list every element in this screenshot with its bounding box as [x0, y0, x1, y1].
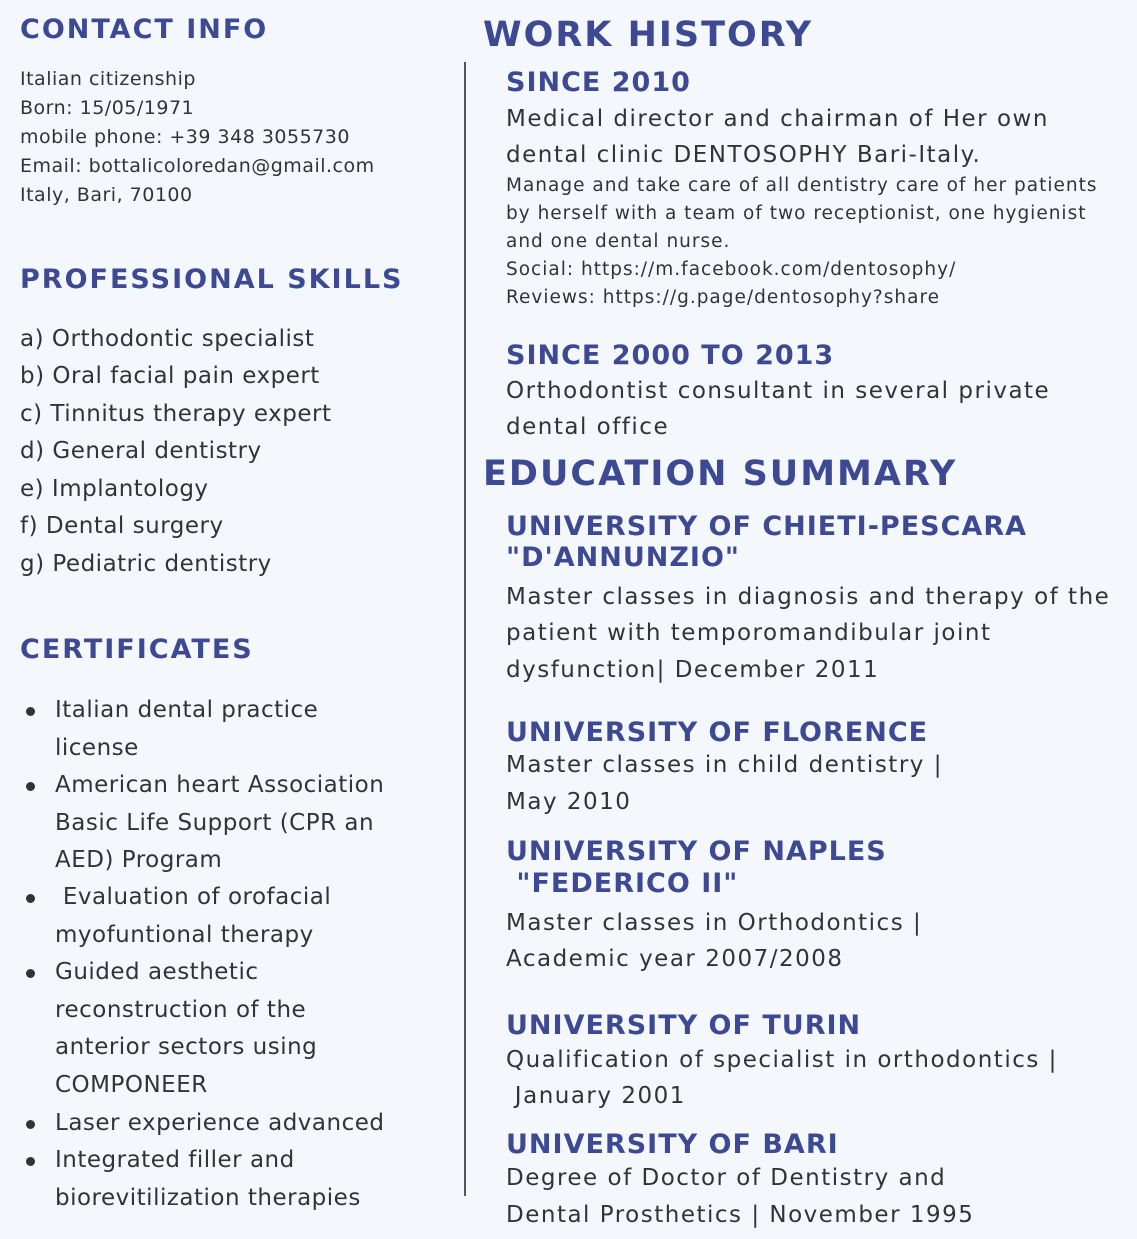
certificates-heading: CERTIFICATES [20, 634, 254, 665]
work-detail-line: and one dental nurse. [506, 231, 731, 252]
education-desc-line: Master classes in diagnosis and therapy of the [506, 584, 1111, 610]
school-name: "D'ANNUNZIO" [506, 542, 740, 573]
education-summary-heading: EDUCATION SUMMARY [483, 454, 958, 494]
professional-skills-heading: PROFESSIONAL SKILLS [20, 264, 404, 295]
mobile-phone-text: mobile phone: +39 348 3055730 [20, 126, 350, 148]
work-detail-line: by herself with a team of two receptionist, one hygienist [506, 203, 1087, 224]
certificate-item: Evaluation of orofacial myofuntional therapy [55, 884, 340, 948]
column-divider [464, 62, 466, 1196]
school-name: UNIVERSITY OF CHIETI-PESCARA [506, 511, 1028, 542]
school-name: "FEDERICO II" [506, 868, 739, 899]
bullet-icon [26, 1120, 35, 1129]
skill-item: a) Orthodontic specialist [20, 326, 315, 352]
skill-item: e) Implantology [20, 476, 209, 502]
skill-item: c) Tinnitus therapy expert [20, 401, 332, 427]
education-desc-line: January 2001 [506, 1083, 686, 1109]
bullet-icon [26, 894, 35, 903]
work-period-2: SINCE 2000 TO 2013 [506, 340, 835, 371]
education-desc-line: Qualification of specialist in orthodontics | [506, 1047, 1058, 1073]
education-desc-line: patient with temporomandibular joint [506, 620, 992, 646]
skill-item: b) Oral facial pain expert [20, 363, 320, 389]
education-desc-line: Academic year 2007/2008 [506, 946, 844, 972]
work-detail-line: Manage and take care of all dentistry care of her patients [506, 175, 1098, 196]
school-name: UNIVERSITY OF FLORENCE [506, 717, 929, 748]
work-history-heading: WORK HISTORY [483, 15, 814, 55]
education-desc-line: May 2010 [506, 789, 632, 815]
reviews-link[interactable]: Reviews: https://g.page/dentosophy?share [506, 287, 941, 308]
address-text: Italy, Bari, 70100 [20, 184, 193, 206]
skill-item: g) Pediatric dentistry [20, 551, 272, 577]
school-name: UNIVERSITY OF BARI [506, 1129, 839, 1160]
education-desc-line: Master classes in Orthodontics | [506, 910, 923, 936]
certificate-item: American heart Association Basic Life Support (CPR an AED) Program [55, 772, 385, 873]
work-period-1: SINCE 2010 [506, 67, 691, 98]
school-name: UNIVERSITY OF TURIN [506, 1010, 862, 1041]
certificate-item: Italian dental practice license [55, 697, 319, 761]
education-desc-line: Dental Prosthetics | November 1995 [506, 1202, 975, 1228]
education-desc-line: Master classes in child dentistry | [506, 752, 943, 778]
education-desc-line: Degree of Doctor of Dentistry and [506, 1165, 947, 1191]
work-title-line: dental office [506, 414, 670, 440]
bullet-icon [26, 782, 35, 791]
education-desc-line: dysfunction| December 2011 [506, 657, 880, 683]
school-name: UNIVERSITY OF NAPLES [506, 836, 887, 867]
certificate-item: Laser experience advanced [55, 1110, 385, 1136]
skill-item: d) General dentistry [20, 438, 262, 464]
citizenship-text: Italian citizenship [20, 68, 196, 90]
work-title-line: Orthodontist consultant in several private [506, 378, 1051, 404]
email-text: Email: bottalicoloredan@gmail.com [20, 155, 375, 177]
skill-item: f) Dental surgery [20, 513, 224, 539]
bullet-icon [26, 707, 35, 716]
certificate-item: Integrated filler and biorevitilization therapies [55, 1147, 361, 1211]
bullet-icon [26, 969, 35, 978]
birth-date-text: Born: 15/05/1971 [20, 97, 195, 119]
work-title-line: dental clinic DENTOSOPHY Bari-Italy. [506, 142, 982, 168]
bullet-icon [26, 1157, 35, 1166]
social-link[interactable]: Social: https://m.facebook.com/dentosophy/ [506, 259, 957, 280]
certificate-item: Guided aesthetic reconstruction of the anterior sectors using COMPONEER [55, 959, 318, 1098]
work-title-line: Medical director and chairman of Her own [506, 106, 1049, 132]
contact-info-heading: CONTACT INFO [20, 14, 269, 45]
